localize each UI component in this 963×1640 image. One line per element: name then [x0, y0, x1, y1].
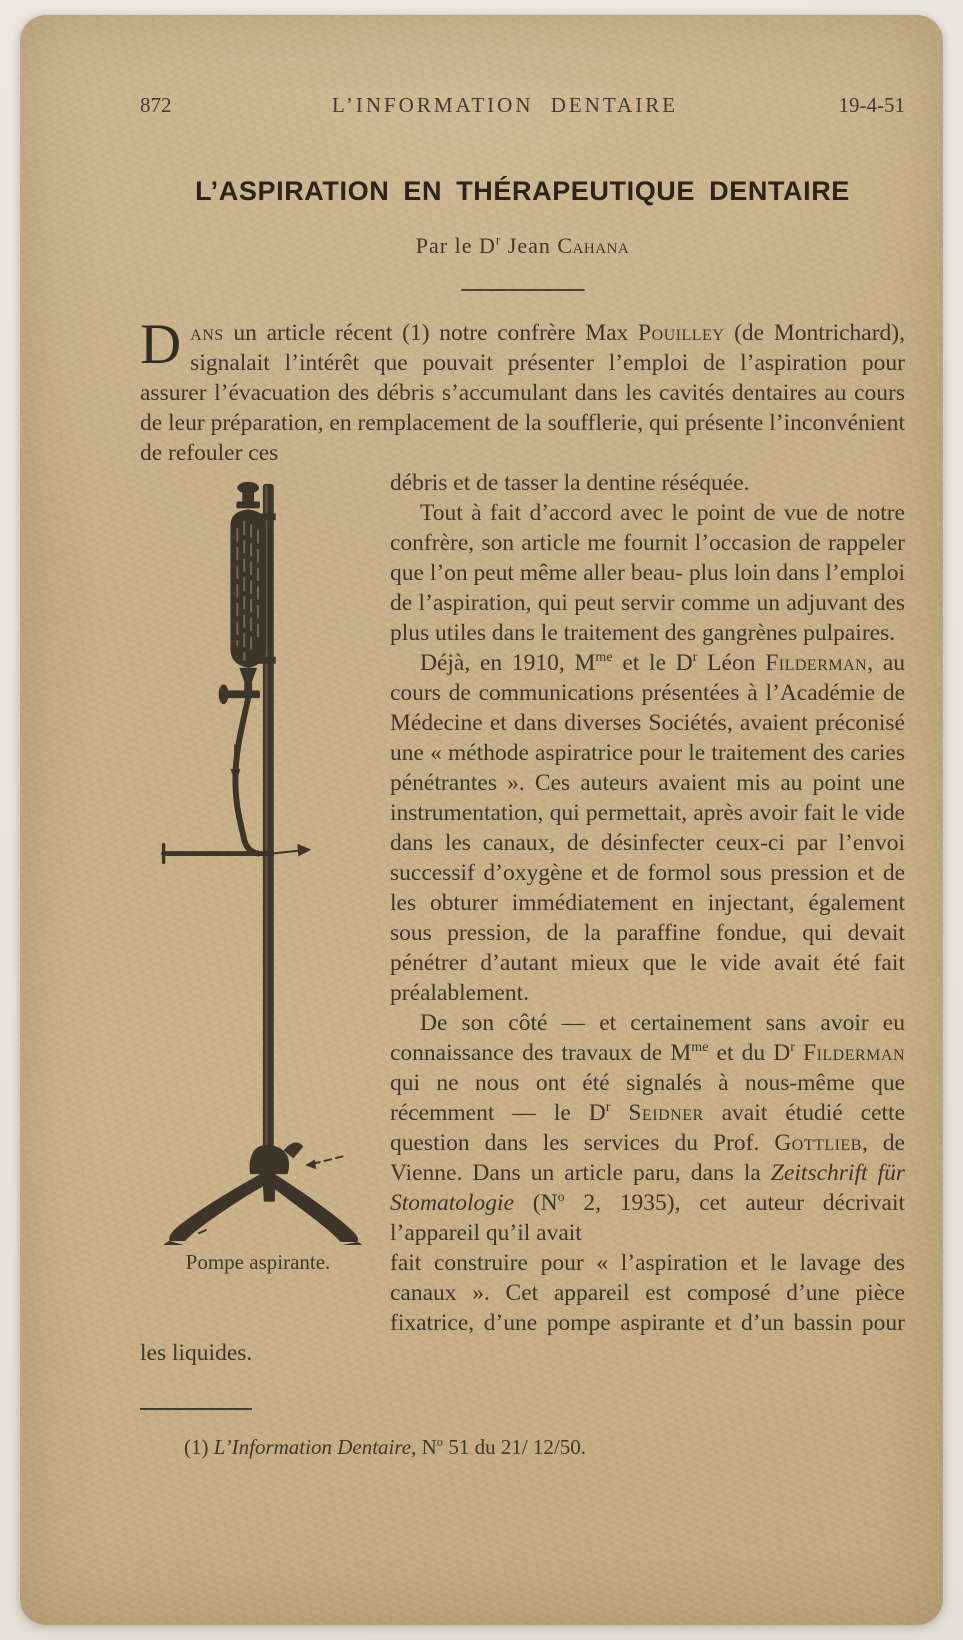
journal-page — [20, 15, 943, 1625]
drop-cap: D — [140, 313, 182, 376]
paragraph: De son côté — et certainement sans avoir eu connaissance des travaux de $M^{me}$ et du $D^r$ Filderman qui ne nous ont été signalés à nous-même que récemment — le $D^r$ Seidner avait étudié cette question dans les services du Prof. Gottlieb, de Vienne. Dans un article paru, dans la Zeitschrift für Stomatologie ($N^o$ 2, 1935), cet auteur décrivait l’appareil qu’il avait — [390, 1010, 906, 1246]
pump-figure — [140, 468, 376, 1329]
byline: Par le $D^r$ Jean Cahana — [415, 232, 630, 258]
paragraph-text: ans un article récent (1) notre confrère Max Pouilley (de Montrichard), signalait l’intérêt que pouvait présenter l’emploi de l’aspiration pour assurer l’évacuation des débris s’accumulant dans les cavités dentaires au cours de leur préparation, en remplacement de la soufflerie, qui présente l’inconvénient de refouler ces — [140, 320, 905, 466]
footnote: (1) L’Information Dentaire, $N^o$ 51 du 21/ 12/50. — [184, 1435, 586, 1459]
issue-date: 19-4-51 — [838, 93, 905, 117]
page-number: 872 — [140, 93, 172, 117]
paragraph: Déjà, en 1910, $M^{me}$ et le $D^r$ Léon Filderman, au cours de communications présentées à l’Académie de Médecine et dans diverses Sociétés, avaient préconisé une « méthode aspiratrice pour le traitement des caries pénétrantes ». Ces auteurs avaient mis au point une instrumentation, qui permettait, après avoir fait le vide dans les canaux, de désinfecter ceux-ci par l’envoi successif d’oxygène et de formol sous pression et de les obturer immédiatement en injectant, également sous pression, de la paraffine fondue, qui devait pénétrer d’autant mieux que le vide avait été fait préalablement. — [390, 649, 906, 1006]
article-title: L’ASPIRATION EN THÉRAPEUTIQUE DENTAIRE — [195, 176, 850, 206]
paragraph-lead — [140, 313, 905, 468]
figure-caption: Pompe aspirante. — [185, 1250, 331, 1274]
journal-title: L’INFORMATION DENTAIRE — [331, 93, 679, 117]
pump-illustration — [140, 468, 376, 1245]
paragraph: Tout à fait d’accord avec le point de vue de notre confrère, son article me fournit l’occasion de rappeler que l’on peut même aller beau- plus loin dans l’emploi de l’aspiration, qui peut servir comme un adjuvant des plus utiles dans le traitement des gangrènes pulpaires. — [390, 500, 905, 646]
article-body — [140, 313, 906, 1368]
footnote-divider — [140, 1408, 252, 1410]
byline-divider — [461, 289, 585, 291]
paragraph: fait construire pour « l’aspiration et le lavage des canaux ». Cet appareil est composé d’une pièce fixatrice, d’une pompe aspirante et d’un bassin pour les liquides. — [140, 1250, 905, 1366]
paragraph: débris et de tasser la dentine réséquée. — [390, 470, 750, 496]
running-header — [140, 93, 905, 118]
page-content — [140, 15, 905, 1625]
